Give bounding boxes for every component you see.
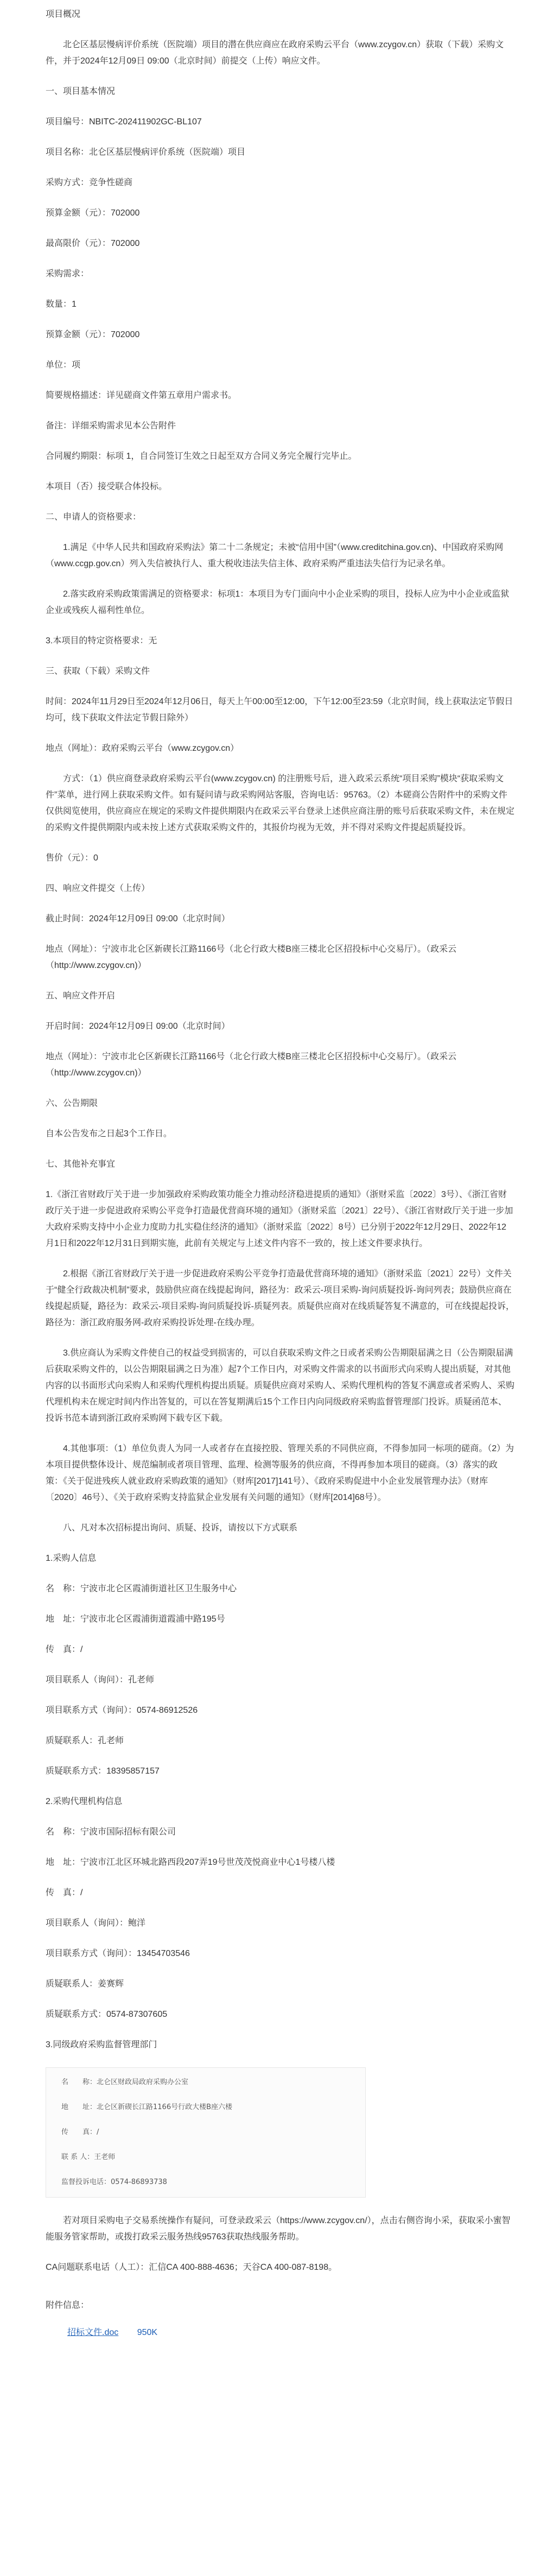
paragraph: 1.满足《中华人民共和国政府采购法》第二十二条规定；未被“信用中国”（www.creditchina.gov.cn)、中国政府采购网（www.ccgp.gov.cn）列入失信被执行人、重大税收违法失信主体、政府采购严重违法失信行为记录名单。 bbox=[46, 543, 504, 568]
paragraph: 四、响应文件提交（上传） bbox=[46, 884, 150, 893]
paragraph: 项目联系方式（询问）：0574-86912526 bbox=[46, 1706, 198, 1715]
paragraph: 北仑区基层慢病评价系统（医院端）项目的潜在供应商应在政府采购云平台（www.zcygov.cn）获取（下载）采购文件，并于2024年12月09日 09:00（北京时间）前提交（上传）响应文件。 bbox=[46, 40, 504, 66]
paragraph: 预算金额（元）：702000 bbox=[46, 208, 140, 218]
paragraph: 地点（网址）：政府采购云平台（www.zcygov.cn） bbox=[46, 744, 239, 753]
paragraph: 地 址：宁波市江北区环城北路西段207弄19号世茂茂悦商业中心1号楼八楼 bbox=[46, 1858, 335, 1867]
paragraph: 数量：1 bbox=[46, 300, 77, 309]
paragraph: 单位：项 bbox=[46, 360, 81, 370]
page-title: 项目概况 bbox=[46, 10, 81, 19]
paragraph: 质疑联系方式：0574-87307605 bbox=[46, 2010, 168, 2019]
supervisor-phone: 监督投诉电话：0574-86893738 bbox=[61, 2178, 167, 2186]
paragraph: 1.《浙江省财政厅关于进一步加强政府采购政策功能全力推动经济稳进提质的通知》（浙财采监〔2022〕3号）、《浙江省财政厅关于进一步促进政府采购公平竞争打造最优营商环境的通知》（浙财采监〔2021〕22号）、《浙江省财政厅关于进一步加大政府采购支持中小企业力度助力扎实稳住经济的通知》（浙财采监〔2022〕8号）已分别于2022年12月29日、2022年12月1日和2022年12月31日到期实施，此前有关规定与上述文件内容不一致的，按上述文件要求执行。 bbox=[46, 1190, 513, 1248]
paragraph: 项目联系人（询问）：鲍洋 bbox=[46, 1919, 146, 1928]
paragraph: 地 址：宁波市北仑区霞浦街道霞浦中路195号 bbox=[46, 1615, 225, 1624]
paragraph: 2.根据《浙江省财政厅关于进一步促进政府采购公平竞争打造最优营商环境的通知》（浙财采监〔2021〕22号）文件关于“健全行政裁决机制”要求，鼓励供应商在线提起询问，路径为：政采云-项目采购-询问质疑投诉-询问列表；鼓励供应商在线提起质疑，路径为：政采云-项目采购-询问质疑投诉-质疑列表。质疑供应商对在线质疑答复不满意的，可在线提起投诉，路径为：浙江政府服务网-政府采购投诉处理-在线办理。 bbox=[46, 1269, 514, 1327]
paragraph: 最高限价（元）：702000 bbox=[46, 239, 140, 248]
paragraph: 备注：详细采购需求见本公告附件 bbox=[46, 421, 176, 431]
paragraph: 一、项目基本情况 bbox=[46, 87, 116, 96]
supervisor-info-image bbox=[46, 2067, 366, 2198]
paragraph: 项目名称：北仑区基层慢病评价系统（医院端）项目 bbox=[46, 148, 246, 157]
attachment-link[interactable]: 招标文件.doc bbox=[67, 2328, 119, 2337]
paragraph: 地点（网址）：宁波市北仑区新碶长江路1166号（北仑行政大楼B座三楼北仑区招投标中心交易厅）。（政采云（http://www.zcygov.cn)） bbox=[46, 945, 457, 970]
paragraph: 1.采购人信息 bbox=[46, 1554, 97, 1563]
paragraph: 项目联系方式（询问）：13454703546 bbox=[46, 1949, 190, 1958]
paragraph: 五、响应文件开启 bbox=[46, 991, 116, 1001]
paragraph: 预算金额（元）：702000 bbox=[46, 330, 140, 339]
announcement-body bbox=[46, 7, 514, 2053]
paragraph: 质疑联系人：姜赛辉 bbox=[46, 1979, 124, 1989]
attachments-section bbox=[46, 2297, 514, 2341]
supervisor-fax: 传 真：/ bbox=[61, 2128, 99, 2136]
paragraph: 六、公告期限 bbox=[46, 1099, 98, 1108]
paragraph: 时间：2024年11月29日至2024年12月06日，每天上午00:00至12:00，下午12:00至23:59（北京时间，线上获取法定节假日均可，线下获取文件法定节假日除外） bbox=[46, 697, 513, 723]
attachment-size: 950K bbox=[137, 2328, 158, 2337]
attachments-label: 附件信息： bbox=[46, 2301, 90, 2310]
help-paragraph: 若对项目采购电子交易系统操作有疑问，可登录政采云（https://www.zcygov.cn/），点击右侧咨询小采，获取采小蜜智能服务管家帮助，或拨打政采云服务热线95763获取热线服务帮助。 bbox=[46, 2216, 511, 2242]
paragraph: 开启时间：2024年12月09日 09:00（北京时间） bbox=[46, 1022, 230, 1031]
paragraph: 质疑联系方式：18395857157 bbox=[46, 1767, 160, 1776]
paragraph: 简要规格描述：详见磋商文件第五章用户需求书。 bbox=[46, 391, 237, 400]
paragraph: 项目编号：NBITC-202411902GC-BL107 bbox=[46, 117, 202, 126]
paragraph: 合同履约期限：标项 1，自合同签订生效之日起至双方合同义务完全履行完毕止。 bbox=[46, 452, 357, 461]
paragraph: 3.同级政府采购监督管理部门 bbox=[46, 2040, 157, 2049]
paragraph: 2.落实政府采购政策需满足的资格要求：标项1：本项目为专门面向中小企业采购的项目，投标人应为中小企业或监狱企业或残疾人福利性单位。 bbox=[46, 590, 510, 615]
paragraph: 3.供应商认为采购文件使自己的权益受到损害的，可以自获取采购文件之日或者采购公告期限届满之日（公告期限届满后获取采购文件的，以公告期限届满之日为准）起7个工作日内，对采购文件需求的以书面形式向采购人提出质疑，对其他内容的以书面形式向采购人和采购代理机构提出质疑。质疑供应商对采购人、采购代理机构的答复不满意或者采购人、采购代理机构未在规定时间内作出答复的，可以在答复期满后15个工作日内向同级政府采购监督管理部门投诉。质疑函范本、投诉书范本请到浙江政府采购网下载专区下载。 bbox=[46, 1349, 515, 1423]
paragraph: 截止时间：2024年12月09日 09:00（北京时间） bbox=[46, 914, 230, 923]
paragraph: 名 称：宁波市国际招标有限公司 bbox=[46, 1827, 176, 1837]
attachment-item bbox=[46, 2325, 514, 2341]
ca-contact-paragraph: CA问题联系电话（人工）：汇信CA 400-888-4636；天谷CA 400-087-8198。 bbox=[46, 2263, 338, 2272]
paragraph: 传 真：/ bbox=[46, 1645, 83, 1654]
paragraph: 七、其他补充事宜 bbox=[46, 1160, 116, 1169]
paragraph: 2.采购代理机构信息 bbox=[46, 1797, 123, 1806]
supervisor-address: 地 址：北仑区新碶长江路1166号行政大楼B座六楼 bbox=[61, 2103, 233, 2111]
paragraph: 采购需求： bbox=[46, 269, 90, 279]
paragraph: 质疑联系人：孔老师 bbox=[46, 1736, 124, 1745]
paragraph: 3.本项目的特定资格要求：无 bbox=[46, 636, 157, 645]
paragraph: 方式：（1）供应商登录政府采购云平台(www.zcygov.cn) 的注册账号后，进入政采云系统“项目采购”模块“获取采购文件”菜单，进行网上获取采购文件。如有疑问请与政采购网站客服，咨询电话：95763。（2）本磋商公告附件中的采购文件仅供阅览使用，供应商应在规定的采购文件提供期限内在政采云平台登录上述供应商注册的账号后获取采购文件，未在规定的采购文件提供期限内或未按上述方式获取采购文件的，其报价均视为无效，并不得对采购文件提起质疑投诉。 bbox=[46, 774, 515, 832]
paragraph: 传 真：/ bbox=[46, 1888, 83, 1897]
paragraph: 二、申请人的资格要求： bbox=[46, 512, 142, 522]
supervisor-name: 名 称：北仑区财政局政府采购办公室 bbox=[61, 2078, 189, 2086]
paragraph: 三、获取（下载）采购文件 bbox=[46, 667, 150, 676]
paragraph: 八、凡对本次招标提出询问、质疑、投诉，请按以下方式联系 bbox=[63, 1523, 298, 1533]
supervisor-contact: 联 系 人：王老师 bbox=[61, 2153, 116, 2161]
paragraph: 自本公告发布之日起3个工作日。 bbox=[46, 1129, 172, 1138]
paragraph: 售价（元）：0 bbox=[46, 853, 98, 863]
paragraph: 项目联系人（询问）：孔老师 bbox=[46, 1675, 155, 1685]
paragraph: 采购方式：竞争性磋商 bbox=[46, 178, 133, 187]
paragraph: 本项目（否）接受联合体投标。 bbox=[46, 482, 168, 491]
paragraph: 地点（网址）：宁波市北仑区新碶长江路1166号（北仑行政大楼B座三楼北仑区招投标中心交易厅）。（政采云（http://www.zcygov.cn)） bbox=[46, 1052, 457, 1078]
paragraph: 4.其他事项：（1）单位负责人为同一人或者存在直接控股、管理关系的不同供应商，不得参加同一标项的磋商。（2）为本项目提供整体设计、规范编制或者项目管理、监理、检测等服务的供应商，不得再参加本项目的磋商。（3）落实的政策：《关于促进残疾人就业政府采购政策的通知》（财库[2017]141号）、《政府采购促进中小企业发展管理办法》（财库〔2020〕46号）、《关于政府采购支持监狱企业发展有关问题的通知》（财库[2014]68号）。 bbox=[46, 1444, 514, 1502]
paragraph: 名 称：宁波市北仑区霞浦街道社区卫生服务中心 bbox=[46, 1584, 237, 1593]
